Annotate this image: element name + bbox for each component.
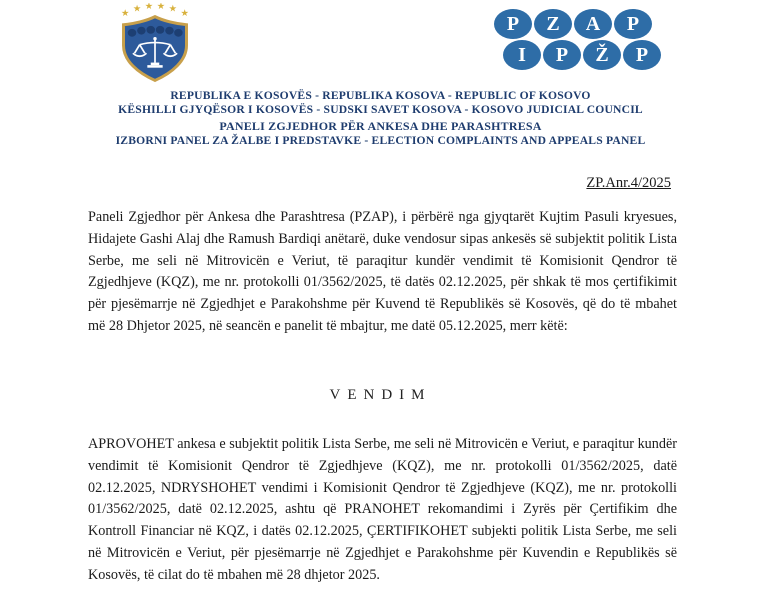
pzap-logo [494, 9, 663, 70]
header-line-judicial-council: KËSHILLI GJYQËSOR I KOSOVËS - SUDSKI SAVET KOSOVA - KOSOVO JUDICIAL COUNCIL [118, 102, 643, 116]
svg-text:★: ★ [180, 7, 189, 19]
pzap-letter-circle: Ž [583, 40, 621, 70]
header-line-panel-albanian: PANELI ZGJEDHOR PËR ANKESA DHE PARASHTRESA [219, 119, 542, 133]
pzap-letter-circle: P [543, 40, 581, 70]
svg-text:★: ★ [144, 3, 154, 12]
pzap-letter-circle: Z [534, 9, 572, 39]
header-line-panel-english: IZBORNI PANEL ZA ŽALBE I PREDSTAVKE - ELECTION COMPLAINTS AND APPEALS PANEL [115, 133, 646, 147]
case-reference-number: ZP.Anr.4/2025 [586, 175, 671, 191]
shield-emblem-icon [112, 3, 198, 83]
pzap-letter-circle: P [614, 9, 652, 39]
decision-paragraph: APROVOHET ankesa e subjektit politik Lista Serbe, me seli në Mitrovicën e Veriut, e paraqitur kundër vendimit të Komisionit Qendror të Zgjedhjeve (KQZ), me nr. protokolli 01/3562/2025, datë 02.12.2025, NDRYSHOHET vendimi i Komisionit Qendror të Zgjedhjeve (KQZ), me nr. protokolli 01/3562/2025, datë 02.12.2025, ashtu që PRANOHET rekomandimi i Zyrës për Çertifikim dhe Kontroll Financiar në KQZ, i datës 02.12.2025, ÇERTIFIKOHET subjekti politik Lista Serbe, me seli në Mitrovicën e Veriut, për pjesëmarrje në Zgjedhjet e Parakohshme për Kuvendin e Republikës së Kosovës, të cilat do të mbahen më 28 dhjetor 2025. [88, 436, 677, 583]
pzap-letter-circle: P [494, 9, 532, 39]
pzap-letter-circle: A [574, 9, 612, 39]
case-reference [0, 175, 671, 192]
svg-text:★: ★ [156, 3, 166, 12]
decision-heading: VENDIM [329, 387, 432, 403]
judicial-council-emblem [112, 3, 198, 83]
pzap-logo-row-2 [503, 40, 663, 70]
intro-paragraph: Paneli Zgjedhor për Ankesa dhe Parashtresa (PZAP), i përbërë nga gjyqtarët Kujtim Pasuli kryesues, Hidajete Gashi Alaj dhe Ramush Bardiqi anëtarë, duke vendosur sipas ankesës së subjektit politik Lista Serbe, me seli në Mitrovicën e Veriut, të paraqitur kundër vendimit të Komisionit Qendror të Zgjedhjeve (KQZ), me nr. protokolli 01/3562/2025, të datës 02.12.2025, për shkak të mos çertifikimit për pjesëmarrje në Zgjedhjet e Parakohshme për Kuvend të Republikës së Kosovës, që do të mbahet më 28 Dhjetor 2025, në seancën e panelit të mbajtur, me datë 05.12.2025, merr këtë: [88, 209, 677, 334]
header-line-republic: REPUBLIKA E KOSOVËS - REPUBLIKA KOSOVA - REPUBLIC OF KOSOVO [170, 89, 591, 102]
pzap-logo-row-1 [494, 9, 663, 39]
pzap-letter-circle: I [503, 40, 541, 70]
institution-header [0, 89, 761, 147]
pzap-letter-circle: P [623, 40, 661, 70]
svg-text:★: ★ [168, 3, 178, 15]
svg-text:★: ★ [120, 7, 130, 19]
svg-text:★: ★ [132, 3, 142, 15]
